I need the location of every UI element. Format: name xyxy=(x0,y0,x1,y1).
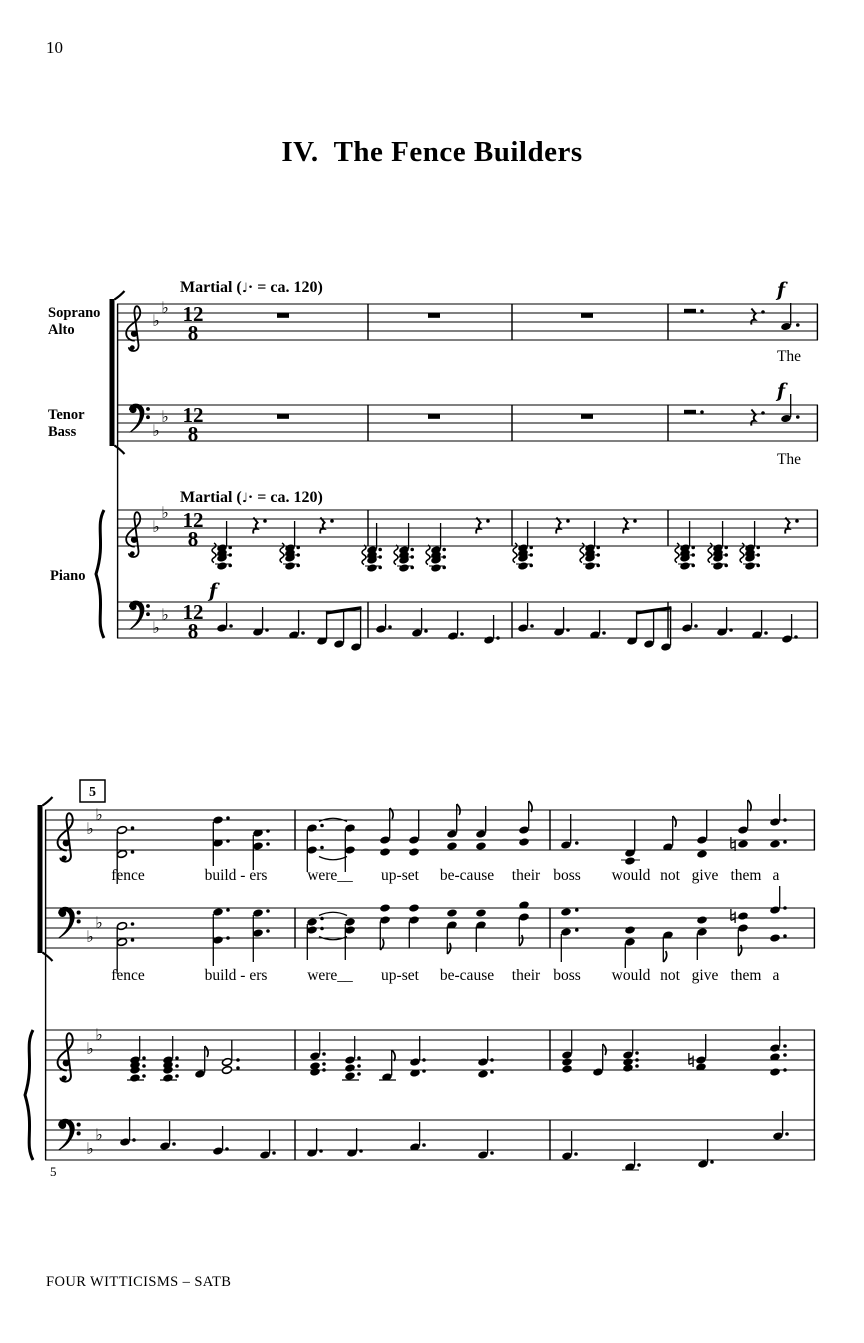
svg-text:♭: ♭ xyxy=(161,298,169,317)
system-1 xyxy=(48,279,818,652)
tenor-bass-notes xyxy=(117,886,787,974)
svg-text:♭: ♭ xyxy=(152,517,160,536)
system-2 xyxy=(25,780,815,1179)
lyric-word: give xyxy=(691,967,719,984)
footer-title: FOUR WITTICISMS – SATB xyxy=(46,1274,232,1290)
svg-text:♭: ♭ xyxy=(152,311,160,330)
label-soprano: Soprano xyxy=(48,305,101,321)
dynamic-f: f xyxy=(208,580,218,602)
bass-clef-icon xyxy=(129,601,150,629)
barlines xyxy=(118,304,818,638)
lyric-word: their xyxy=(511,867,541,884)
svg-text:♭: ♭ xyxy=(95,913,103,932)
svg-text:♭: ♭ xyxy=(86,819,94,838)
staff-lines xyxy=(45,810,815,1160)
svg-text:8: 8 xyxy=(187,527,199,551)
label-bass: Bass xyxy=(48,424,77,440)
svg-text:8: 8 xyxy=(187,321,199,345)
bass-clef-icon xyxy=(129,404,150,432)
svg-text:♭: ♭ xyxy=(86,1139,94,1158)
lyric-word: were__ xyxy=(307,967,353,984)
label-tenor: Tenor xyxy=(48,407,85,423)
svg-text:♭: ♭ xyxy=(152,618,160,637)
svg-text:♭: ♭ xyxy=(152,421,160,440)
tempo-marking: Martial (♩· = ca. 120) xyxy=(180,279,323,296)
svg-text:8: 8 xyxy=(187,619,199,643)
lyric-word: a xyxy=(772,967,780,984)
svg-text:12: 12 xyxy=(182,302,204,326)
key-signature xyxy=(152,298,169,637)
lyric-word: would xyxy=(611,967,651,984)
lyric-word: build - ers xyxy=(204,867,268,884)
svg-text:12: 12 xyxy=(182,600,204,624)
lyric-line-soprano-alto xyxy=(111,867,779,884)
lyric-word: give xyxy=(691,867,719,884)
svg-text:♭: ♭ xyxy=(86,1039,94,1058)
lyric-word: fence xyxy=(111,867,145,884)
measure-number-box xyxy=(80,780,105,802)
barlines xyxy=(46,810,815,1160)
piano-rh-chords xyxy=(212,521,760,573)
label-piano: Piano xyxy=(50,568,86,584)
lyric-word: up-set xyxy=(381,967,419,984)
soprano-alto-pickup-note xyxy=(780,303,799,331)
svg-text:12: 12 xyxy=(182,403,204,427)
page-title: IV. The Fence Builders xyxy=(281,136,583,168)
lyric-word: up-set xyxy=(381,867,419,884)
svg-text:5: 5 xyxy=(89,785,96,800)
svg-text:♭: ♭ xyxy=(161,605,169,624)
key-signature xyxy=(86,805,103,1158)
svg-text:♭: ♭ xyxy=(161,407,169,426)
tempo-marking: Martial (♩· = ca. 120) xyxy=(180,489,323,506)
svg-text:12: 12 xyxy=(182,508,204,532)
lyric-word: not xyxy=(660,967,680,984)
label-alto: Alto xyxy=(48,322,75,338)
bass-clef-icon xyxy=(59,907,81,938)
staff-lines xyxy=(117,304,818,638)
svg-text:♭: ♭ xyxy=(161,503,169,522)
page-number: 10 xyxy=(46,38,63,57)
lyric-word: build - ers xyxy=(204,967,268,984)
lyric-word: The xyxy=(776,451,802,468)
lyric-word: boss xyxy=(553,967,581,984)
time-signature xyxy=(183,302,204,643)
lyric-word: be-cause xyxy=(439,967,495,984)
lyric-line-tenor-bass xyxy=(111,967,779,984)
svg-text:♭: ♭ xyxy=(95,805,103,824)
lyric-word: their xyxy=(511,967,541,984)
piano-rh-notes xyxy=(127,1026,787,1083)
svg-text:♭: ♭ xyxy=(95,1125,103,1144)
lyric-word: fence xyxy=(111,967,145,984)
lyric-word: them xyxy=(730,867,762,884)
lyric-word: not xyxy=(660,867,680,884)
piano-brace xyxy=(96,510,104,638)
measure-number-left: 5 xyxy=(50,1164,57,1179)
lyric-word: be-cause xyxy=(439,867,495,884)
dynamic-f: f xyxy=(776,380,786,402)
lyric-word: them xyxy=(730,967,762,984)
svg-text:♭: ♭ xyxy=(86,927,94,946)
piano-rh-rests xyxy=(253,518,799,534)
svg-text:8: 8 xyxy=(187,422,199,446)
bass-clef-icon xyxy=(59,1119,81,1150)
svg-text:♭: ♭ xyxy=(95,1025,103,1044)
lyric-word: The xyxy=(776,348,802,365)
lyric-word: boss xyxy=(553,867,581,884)
lyric-word: were__ xyxy=(307,867,353,884)
lyric-word: a xyxy=(772,867,780,884)
dynamic-f: f xyxy=(776,279,786,301)
piano-brace xyxy=(25,1030,33,1160)
lyric-word: would xyxy=(611,867,651,884)
